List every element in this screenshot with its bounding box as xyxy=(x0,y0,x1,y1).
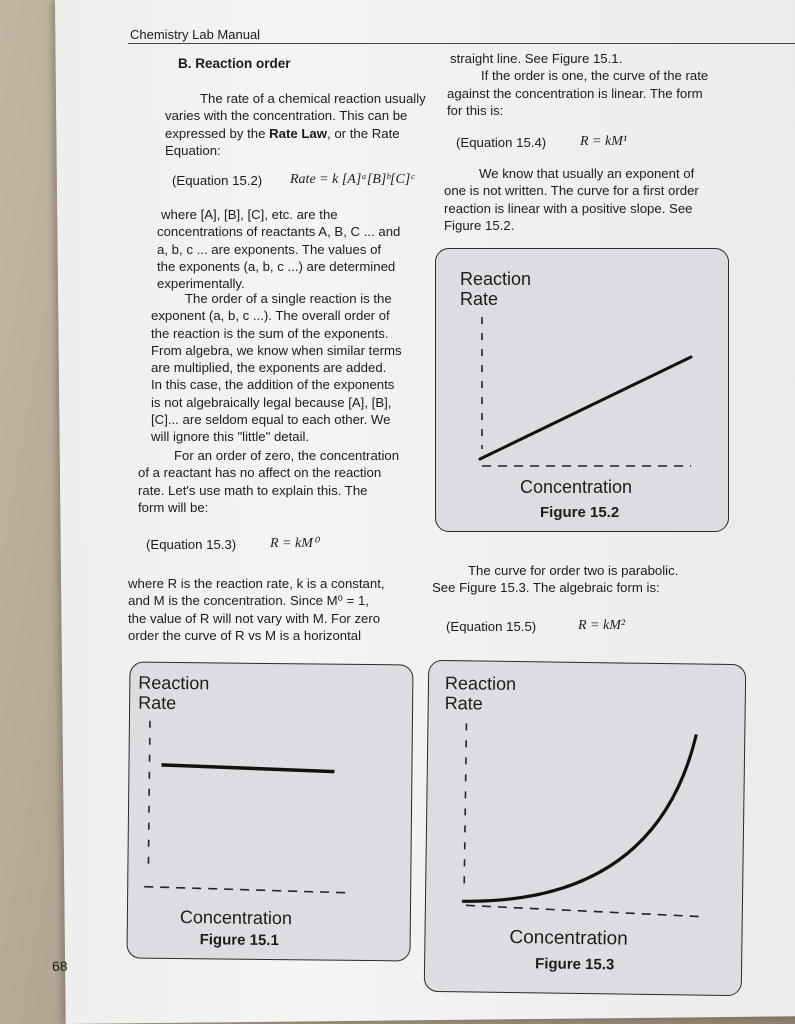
figure-15-1 xyxy=(126,662,413,962)
figure-15-2-ylabel: Reaction Rate xyxy=(460,269,532,309)
paragraph-zero-order: For an order of zero, the concentration of a reactant has no affect on the reaction rate. Let's use math to explain this. The form will be: xyxy=(138,448,400,515)
header-rule xyxy=(128,43,795,44)
figure-15-2 xyxy=(435,248,729,532)
page-number: 68 xyxy=(52,958,68,974)
equation-15-5-label: (Equation 15.5) xyxy=(446,619,537,634)
equation-15-4-formula: R = kM¹ xyxy=(580,134,628,149)
zero-order-line xyxy=(161,765,334,772)
running-header: Chemistry Lab Manual xyxy=(130,27,261,42)
first-order-line xyxy=(480,357,691,459)
second-order-curve xyxy=(462,731,696,904)
figure-15-2-caption: Figure 15.2 xyxy=(540,504,620,521)
equation-15-4-label: (Equation 15.4) xyxy=(456,135,547,150)
equation-15-3-formula: R = kM⁰ xyxy=(270,536,319,551)
paragraph-concentrations: where [A], [B], [C], etc. are the concentrations of reactants A, B, C ... and a, b, c ... are exponents. The values of the exponents (a, b, c ...) are determined experimentally. xyxy=(157,207,401,292)
paragraph-second-order: The curve for order two is parabolic. See Figure 15.3. The algebraic form is: xyxy=(432,563,679,596)
figure-15-3 xyxy=(424,660,747,996)
figure-15-3-ylabel: Reaction Rate xyxy=(444,673,517,714)
x-axis xyxy=(144,887,348,893)
paragraph-zero-order-explanation: where R is the reaction rate, k is a constant, and M is the concentration. Since M⁰ = 1, the value of R will not vary with M. For zero order the curve of R vs M is a horizontal xyxy=(128,576,385,643)
equation-15-5-formula: R = kM² xyxy=(578,618,626,633)
paragraph-order: The order of a single reaction is the exponent (a, b, c ...). The overall order of the reaction is the sum of the exponents. From algebra, we know when similar terms are multiplied, the exponents are added. In this case, the addition of the exponents is not algebraically legal because [A], [B], [C]... are seldom equal to each other. We will ignore this "little" detail. xyxy=(151,291,402,445)
equation-15-2-formula: Rate = k [A]ᵃ[B]ᵇ[C]ᶜ xyxy=(290,172,414,187)
figure-15-1-ylabel: Reaction Rate xyxy=(138,672,210,714)
figure-15-2-xlabel: Concentration xyxy=(520,477,633,497)
paragraph-exponent-one: We know that usually an exponent of one is not written. The curve for a first order reaction is linear with a positive slope. See Figure 15.2. xyxy=(444,166,699,233)
paragraph-first-order: straight line. See Figure 15.1. If the order is one, the curve of the rate against the concentration is linear. The form for this is: xyxy=(447,51,709,118)
section-heading: B. Reaction order xyxy=(178,56,291,71)
paragraph-rate-law: The rate of a chemical reaction usually varies with the concentration. This can be expressed by the Rate Law, or the Rate Equation: xyxy=(165,91,426,158)
equation-15-2-label: (Equation 15.2) xyxy=(172,173,263,188)
figure-15-3-xlabel: Concentration xyxy=(509,926,628,950)
x-axis xyxy=(466,905,701,916)
figure-15-1-xlabel: Concentration xyxy=(179,907,293,929)
y-axis xyxy=(148,721,150,873)
figure-15-3-caption: Figure 15.3 xyxy=(534,955,615,974)
y-axis xyxy=(464,723,466,889)
figure-15-1-caption: Figure 15.1 xyxy=(199,931,279,950)
equation-15-3-label: (Equation 15.3) xyxy=(146,537,237,552)
